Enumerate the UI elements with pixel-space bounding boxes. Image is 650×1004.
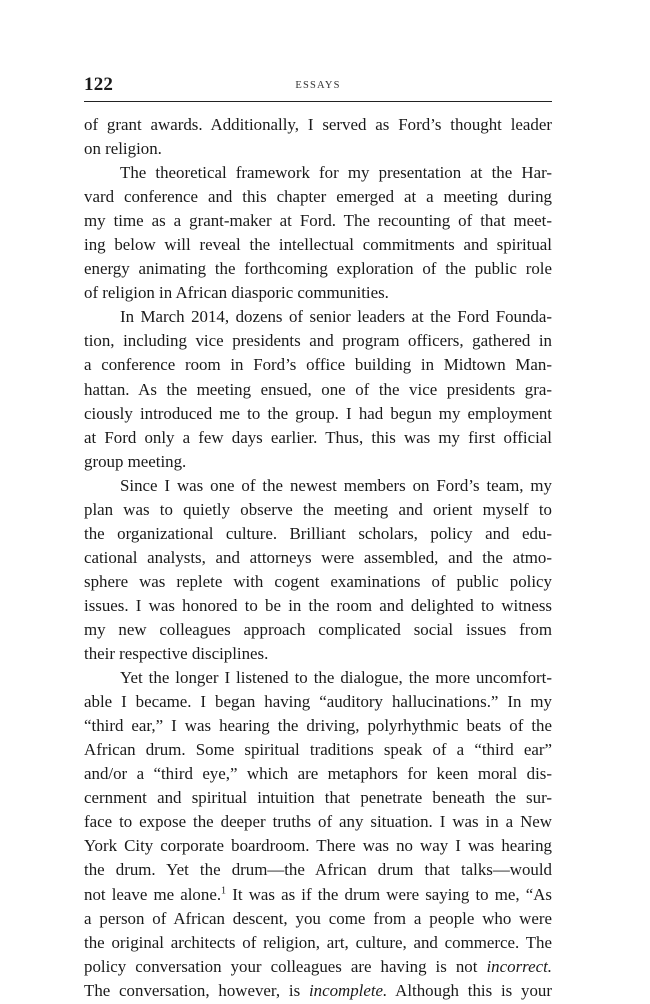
text-segment: policy conversation your colleagues are having is not	[84, 956, 487, 976]
text-line: their respective disciplines.	[84, 644, 269, 664]
text-line	[84, 883, 552, 907]
emphasis: incorrect.	[486, 956, 552, 976]
text-line: Since I was one of the newest members on Ford’s team, my	[120, 475, 552, 495]
text-line	[84, 979, 552, 1003]
text-line: hattan. As the meeting ensued, one of the vice presidents gra-	[84, 379, 552, 399]
text-line: group meeting.	[84, 451, 187, 471]
text-segment: The conversation, however, is	[84, 980, 309, 1000]
text-line: “third ear,” I was hearing the driving, polyrhythmic beats of the	[84, 716, 552, 736]
text-line: a person of African descent, you come from a people who were	[84, 908, 552, 928]
text-line: and/or a “third eye,” which are metaphors for keen moral dis-	[84, 764, 552, 784]
text-line: York City corporate boardroom. There was no way I was hearing	[84, 836, 552, 856]
text-line	[84, 955, 552, 979]
paragraph	[84, 305, 552, 473]
emphasis: incomplete.	[308, 980, 388, 1000]
text-line: In March 2014, dozens of senior leaders at the Ford Founda-	[120, 307, 552, 327]
text-line: the organizational culture. Brilliant scholars, policy and edu-	[84, 523, 552, 543]
page-header	[84, 74, 552, 100]
text-line: ing below will reveal the intellectual commitments and spiritual	[84, 235, 552, 255]
paragraph	[84, 161, 552, 305]
text-line: plan was to quietly observe the meeting and orient myself to	[84, 499, 552, 519]
text-line: sphere was replete with cogent examinations of public policy	[84, 571, 552, 591]
running-head: ESSAYS	[295, 80, 341, 91]
text-line: tion, including vice presidents and program officers, gathered in	[84, 331, 552, 351]
text-line: of grant awards. Additionally, I served as Ford’s thought leader	[84, 115, 552, 134]
text-line: the drum. Yet the drum—the African drum that talks—would	[84, 860, 552, 880]
text-line: Yet the longer I listened to the dialogue, the more uncomfort-	[120, 668, 552, 688]
text-line: face to expose the deeper truths of any situation. I was in a New	[84, 812, 552, 832]
text-line: at Ford only a few days earlier. Thus, this was my first official	[84, 427, 552, 447]
text-line: on religion.	[84, 139, 162, 159]
footnote-marker: 1	[221, 884, 227, 896]
page-number: 122	[84, 74, 114, 95]
text-line: ciously introduced me to the group. I had begun my employment	[84, 403, 552, 423]
text-line: a conference room in Ford’s office building in Midtown Man-	[84, 355, 552, 375]
text-line: The theoretical framework for my presentation at the Har-	[120, 163, 552, 183]
text-line: my time as a grant-maker at Ford. The recounting of that meet-	[84, 211, 552, 231]
text-line: issues. I was honored to be in the room and delighted to witness	[84, 595, 552, 615]
text-line: vard conference and this chapter emerged at a meeting during	[84, 187, 552, 207]
paragraph	[84, 474, 552, 666]
text-segment: not leave me alone.	[84, 884, 222, 904]
text-line: cernment and spiritual intuition that penetrate beneath the sur-	[84, 788, 552, 808]
text-line: cational analysts, and attorneys were assembled, and the atmo-	[84, 547, 552, 567]
paragraph	[84, 113, 552, 161]
text-line: African drum. Some spiritual traditions speak of a “third ear”	[84, 740, 552, 760]
text-line: the original architects of religion, art, culture, and commerce. The	[84, 932, 552, 952]
text-line: my new colleagues approach complicated social issues from	[84, 619, 552, 639]
header-rule	[84, 101, 552, 102]
text-line: able I became. I began having “auditory hallucinations.” In my	[84, 692, 552, 712]
text-segment: It was as if the drum were saying to me, “As	[226, 884, 552, 904]
text-segment: Although this is your	[387, 980, 552, 1000]
text-line: energy animating the forthcoming exploration of the public role	[84, 259, 552, 279]
body-text	[84, 113, 552, 1003]
text-line: of religion in African diasporic communities.	[84, 283, 389, 303]
paragraph	[84, 666, 552, 1003]
